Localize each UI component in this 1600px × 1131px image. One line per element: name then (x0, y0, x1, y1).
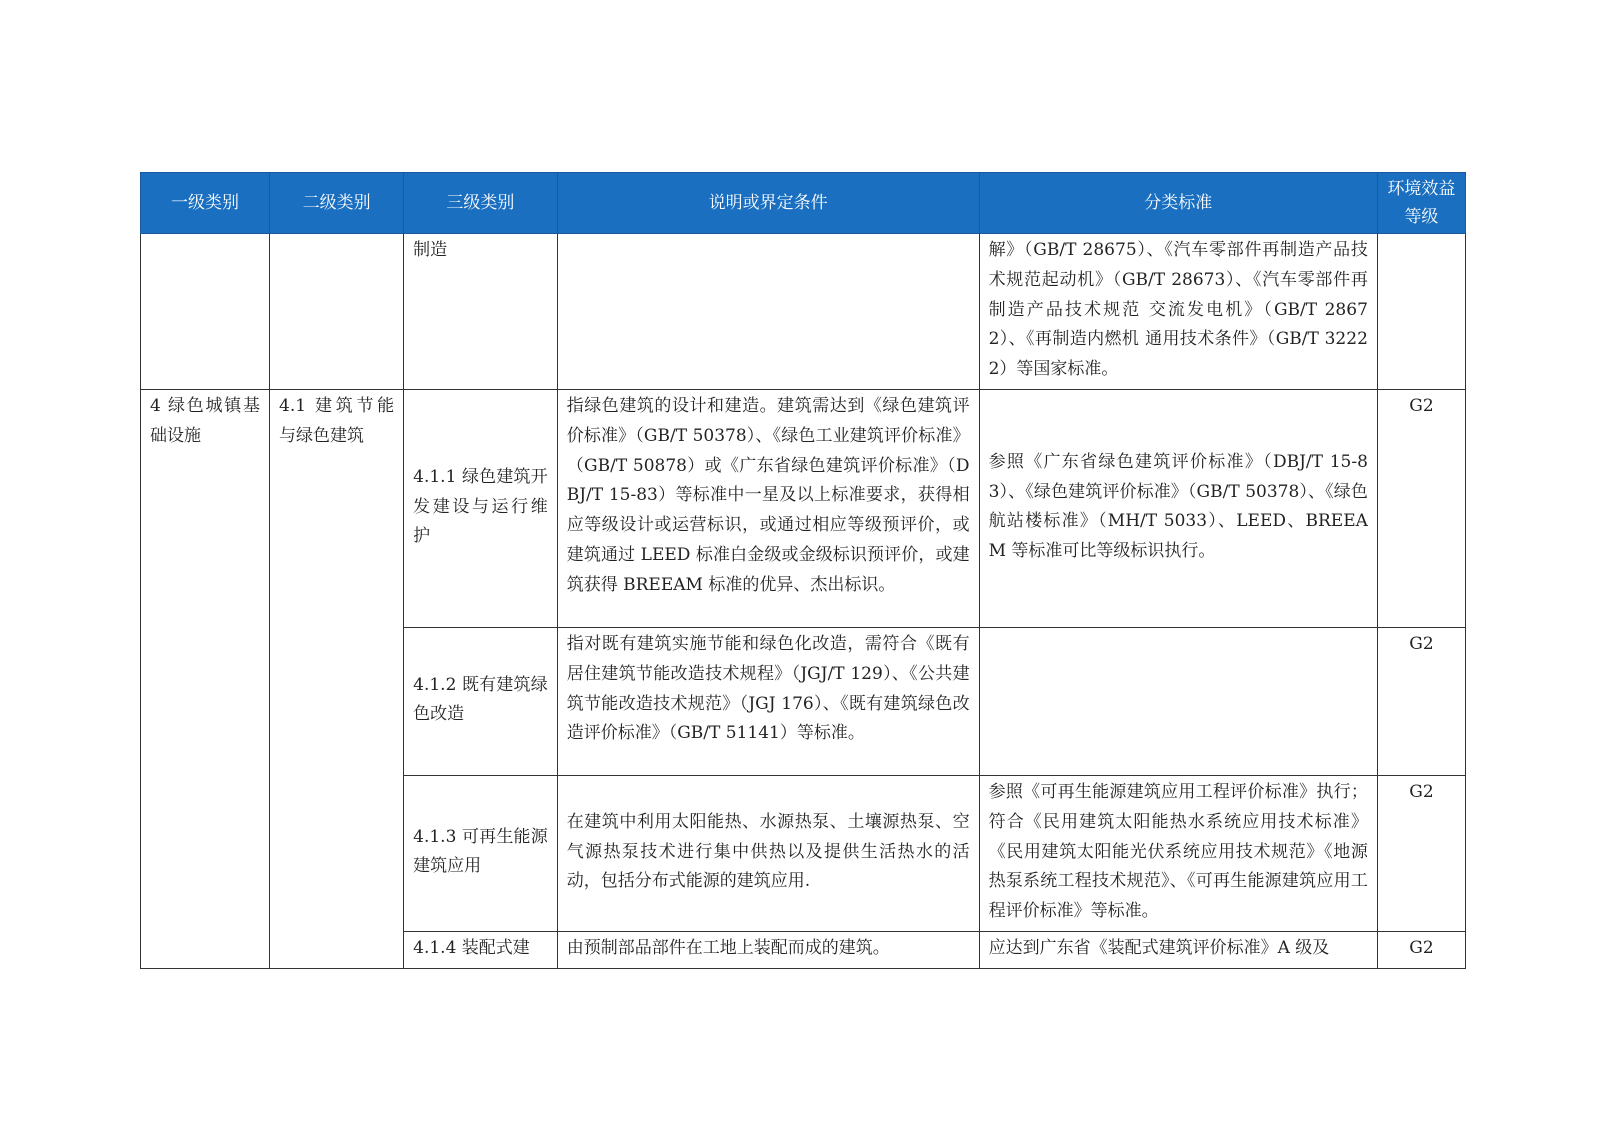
cell-grade: G2 (1377, 389, 1465, 627)
cell-description: 指对既有建筑实施节能和绿色化改造，需符合《既有居住建筑节能改造技术规程》（JGJ/T 129）、《公共建筑节能改造技术规范》（JGJ 176）、《既有建筑绿色改造评价标准》（GB/T 51141）等标准。 (557, 627, 979, 775)
header-level1: 一级类别 (141, 173, 270, 234)
cell-level3: 4.1.3 可再生能源建筑应用 (404, 775, 558, 931)
cell-level2 (270, 234, 404, 390)
table-row (141, 389, 1466, 627)
cell-level3: 制造 (404, 234, 558, 390)
cell-grade (1377, 234, 1465, 390)
cell-grade: G2 (1377, 627, 1465, 775)
header-level3: 三级类别 (404, 173, 558, 234)
cell-level1: 4 绿色城镇基础设施 (141, 389, 270, 968)
classification-table (140, 172, 1466, 969)
cell-description: 在建筑中利用太阳能热、水源热泵、土壤源热泵、空气源热泵技术进行集中供热以及提供生活热水的活动，包括分布式能源的建筑应用. (557, 775, 979, 931)
header-description: 说明或界定条件 (557, 173, 979, 234)
cell-level3: 4.1.1 绿色建筑开发建设与运行维护 (404, 389, 558, 627)
table-row (141, 234, 1466, 390)
cell-standard (979, 627, 1377, 775)
cell-level3: 4.1.4 装配式建 (404, 931, 558, 968)
cell-standard: 解》（GB/T 28675）、《汽车零部件再制造产品技术规范起动机》（GB/T 28673）、《汽车零部件再制造产品技术规范 交流发电机》（GB/T 28672）、《再制造内燃机 通用技术条件》（GB/T 32222）等国家标准。 (979, 234, 1377, 390)
cell-level3: 4.1.2 既有建筑绿色改造 (404, 627, 558, 775)
cell-grade: G2 (1377, 775, 1465, 931)
header-grade: 环境效益等级 (1377, 173, 1465, 234)
cell-standard: 参照《可再生能源建筑应用工程评价标准》执行；符合《民用建筑太阳能热水系统应用技术标准》《民用建筑太阳能光伏系统应用技术规范》《地源热泵系统工程技术规范》、《可再生能源建筑应用工程评价标准》等标准。 (979, 775, 1377, 931)
header-row (141, 173, 1466, 234)
cell-grade: G2 (1377, 931, 1465, 968)
cell-level2: 4.1 建筑节能与绿色建筑 (270, 389, 404, 968)
header-level2: 二级类别 (270, 173, 404, 234)
cell-standard: 参照《广东省绿色建筑评价标准》（DBJ/T 15-83）、《绿色建筑评价标准》（GB/T 50378）、《绿色航站楼标准》（MH/T 5033）、LEED、BREEAM 等标准可比等级标识执行。 (979, 389, 1377, 627)
cell-description: 指绿色建筑的设计和建造。建筑需达到《绿色建筑评价标准》（GB/T 50378）、《绿色工业建筑评价标准》（GB/T 50878）或《广东省绿色建筑评价标准》（DBJ/T 15-83）等标准中一星及以上标准要求，获得相应等级设计或运营标识，或通过相应等级预评价，或建筑通过 LEED 标准白金级或金级标识预评价，或建筑获得 BREEAM 标准的优异、杰出标识。 (557, 389, 979, 627)
cell-standard: 应达到广东省《装配式建筑评价标准》A 级及 (979, 931, 1377, 968)
cell-description (557, 234, 979, 390)
cell-description: 由预制部品部件在工地上装配而成的建筑。 (557, 931, 979, 968)
header-standard: 分类标准 (979, 173, 1377, 234)
cell-level1 (141, 234, 270, 390)
